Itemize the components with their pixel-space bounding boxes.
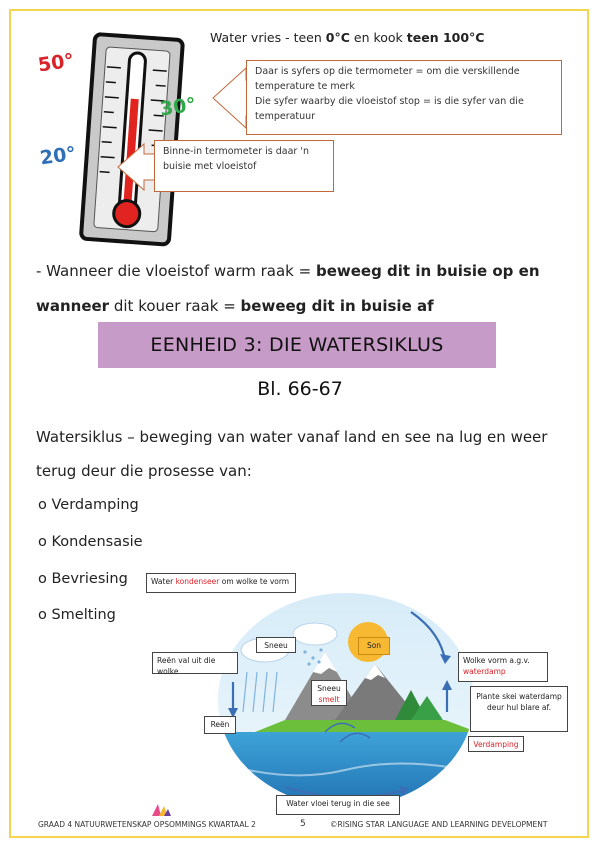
reading-30: 30°	[158, 93, 198, 121]
page-reference: Bl. 66-67	[257, 378, 343, 400]
note-line-1: - Wanneer die vloeistof warm raak = beweeg dit in buisie op en	[36, 262, 540, 280]
callout-tube: Binne-in termometer is daar 'n buisie met vloeistof	[154, 140, 334, 192]
diagram-land	[255, 720, 477, 732]
section-title: EENHEID 3: DIE WATERSIKLUS	[98, 322, 496, 368]
label-snow-melts: Sneeu smelt	[311, 680, 347, 706]
label-rain-falls: Reën val uit die wolke	[152, 652, 238, 674]
definition-line-1: Watersiklus – beweging van water vanaf land en see na lug en weer	[36, 428, 548, 446]
note-line-2: wanneer dit kouer raak = beweeg dit in buisie af	[36, 297, 434, 315]
process-condensation: o Kondensasie	[38, 534, 143, 550]
definition-line-2: terug deur die prosesse van:	[36, 462, 252, 480]
footer-copyright: ©RISING STAR LANGUAGE AND LEARNING DEVELOPMENT	[330, 820, 548, 829]
footer-course: GRAAD 4 NATUURWETENSKAP OPSOMMINGS KWARTAAL 2	[38, 820, 256, 829]
label-snow: Sneeu	[256, 637, 296, 653]
process-evaporation: o Verdamping	[38, 497, 139, 513]
callout-scale: Daar is syfers op die termometer = om die verskillende temperature te merk Die syfer waarby die vloeistof stop = is die syfer van die temperatuur	[246, 60, 562, 135]
rising-star-logo	[150, 800, 172, 818]
label-sun: Son	[358, 637, 390, 655]
label-plants-transpire: Plante skei waterdamp deur hul blare af.	[470, 686, 568, 732]
label-water-flows-back: Water vloei terug in die see	[276, 795, 400, 815]
footer-page-number: 5	[300, 819, 306, 829]
process-melting: o Smelting	[38, 607, 116, 623]
label-evaporation: Verdamping	[468, 736, 524, 752]
process-freezing: o Bevriesing	[38, 571, 128, 587]
label-cloud-formation: Wolke vorm a.g.v. waterdamp	[458, 652, 548, 682]
label-rain: Reën	[204, 716, 236, 734]
label-condense: Water kondenseer om wolke te vorm	[146, 573, 296, 593]
thermometer-bulb	[113, 200, 141, 228]
reading-50: 50°	[36, 49, 76, 77]
thermometer-title: Water vries - teen 0°C en kook teen 100°C	[210, 30, 485, 45]
reading-20: 20°	[38, 142, 78, 170]
